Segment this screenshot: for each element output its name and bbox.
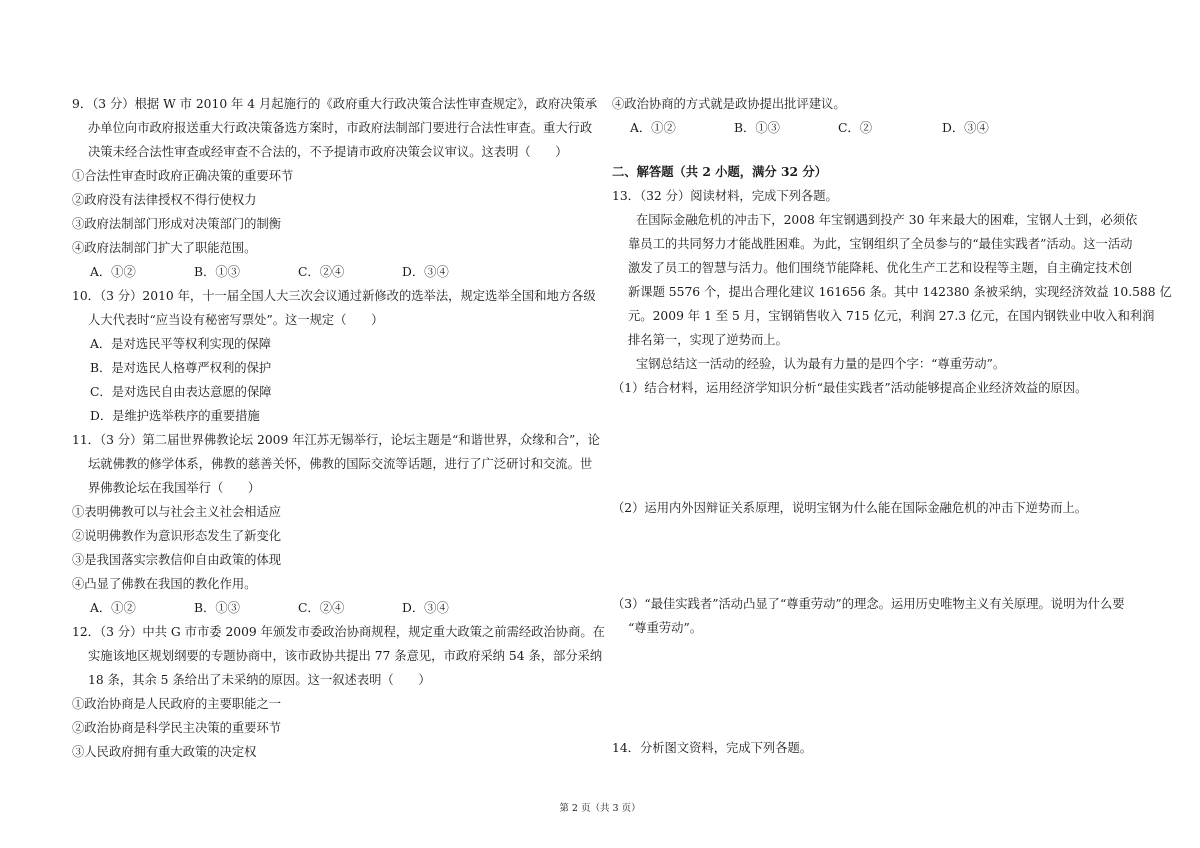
statement-item: ④政治协商的方式就是政协提出批评建议。 xyxy=(612,97,846,111)
question-stem-line: 11．（3 分）第二届世界佛教论坛 2009 年江苏无锡举行，论坛主题是“和谐世界，众缘和合”，论 xyxy=(72,433,600,447)
sub-question-3: （3）“最佳实践者”活动凸显了“尊重劳动”的理念。运用历史唯物主义有关原理。说明为什么要 xyxy=(612,597,1125,611)
material-line: 新课题 5576 个，提出合理化建议 161656 条。其中 142380 条被采纳，实现经济效益 10.588 亿 xyxy=(628,285,1172,299)
option-d: D．③④ xyxy=(402,601,449,615)
spacer xyxy=(612,140,1137,160)
question-stem-line: 人大代表时“应当设有秘密写票处”。这一规定（ ） xyxy=(88,313,384,327)
question-stem-line: 10．（3 分）2010 年，十一届全国人大三次会议通过新修改的选举法，规定选举全国和地方各级 xyxy=(72,289,596,303)
statement-item: ②政治协商是科学民主决策的重要环节 xyxy=(72,721,282,735)
statement-item: ③政府法制部门形成对决策部门的制衡 xyxy=(72,217,282,231)
question-stem-line: 坛就佛教的修学体系，佛教的慈善关怀，佛教的国际交流等话题，进行了广泛研讨和交流。世 xyxy=(88,457,593,471)
sub-question-2: （2）运用内外因辩证关系原理，说明宝钢为什么能在国际金融危机的冲击下逆势而上。 xyxy=(612,501,1088,515)
section-title: 二、解答题（共 2 小题，满分 32 分） xyxy=(612,164,827,179)
question-header: 13．（32 分）阅读材料，完成下列各题。 xyxy=(612,189,838,203)
right-column xyxy=(612,92,1172,760)
material-summary: 宝钢总结这一活动的经验，认为最有力量的是四个字：“尊重劳动”。 xyxy=(636,357,1006,371)
option-a: A．①② xyxy=(90,601,136,615)
material-line: 元。2009 年 1 至 5 月，宝钢销售收入 715 亿元，利润 27.3 亿元，在国内钢铁业中收入和利润 xyxy=(628,309,1155,323)
material-line: 靠员工的共同努力才能战胜困难。为此，宝钢组织了全员参与的“最佳实践者”活动。这一活动 xyxy=(628,237,1133,251)
question-stem-line: 界佛教论坛在我国举行（ ） xyxy=(88,481,261,495)
question-11 xyxy=(72,428,600,620)
question-header: 14．分析图文资料，完成下列各题。 xyxy=(612,741,813,755)
option-c: C．②④ xyxy=(298,601,345,615)
question-12-continued xyxy=(612,92,1137,140)
material-line: 在国际金融危机的冲击下，2008 年宝钢遇到投产 30 年来最大的困难，宝钢人士到，必须依 xyxy=(636,213,1138,227)
option-d: D．是维护选举秩序的重要措施 xyxy=(90,409,260,423)
answer-options xyxy=(72,260,592,284)
question-stem-line: 办单位向市政府报送重大行政决策备选方案时，市政府法制部门要进行合法性审查。重大行政 xyxy=(88,121,593,135)
answer-options xyxy=(612,116,1137,140)
material-line: 激发了员工的智慧与活力。他们围绕节能降耗、优化生产工艺和设程等主题，自主确定技术创 xyxy=(628,261,1133,275)
question-stem-line: 12．（3 分）中共 G 市市委 2009 年颁发市委政治协商规程，规定重大政策之前需经政治协商。在 xyxy=(72,625,605,639)
statement-item: ④政府法制部门扩大了职能范围。 xyxy=(72,241,257,255)
statement-item: ④凸显了佛教在我国的教化作用。 xyxy=(72,577,257,591)
option-a: A．①② xyxy=(630,121,676,135)
option-d: D．③④ xyxy=(402,265,449,279)
statement-item: ①表明佛教可以与社会主义社会相适应 xyxy=(72,505,282,519)
option-b: B．①③ xyxy=(194,265,240,279)
question-stem-line: 9．（3 分）根据 W 市 2010 年 4 月起施行的《政府重大行政决策合法性审查规定》，政府决策承 xyxy=(72,97,598,111)
option-c: C．② xyxy=(838,121,873,135)
option-b: B．是对选民人格尊严权利的保护 xyxy=(90,361,272,375)
left-column xyxy=(72,92,605,764)
question-stem-line: 实施该地区规划纲要的专题协商中，该市政协共提出 77 条意见，市政府采纳 54 条，部分采纳 xyxy=(88,649,603,663)
question-12 xyxy=(72,620,605,764)
question-13 xyxy=(612,184,1172,736)
statement-item: ③人民政府拥有重大政策的决定权 xyxy=(72,745,257,759)
sub-question-3-cont: “尊重劳动”。 xyxy=(628,621,703,635)
option-b: B．①③ xyxy=(194,601,240,615)
option-a: A．①② xyxy=(90,265,136,279)
option-c: C．②④ xyxy=(298,265,345,279)
statement-item: ③是我国落实宗教信仰自由政策的体现 xyxy=(72,553,282,567)
answer-space xyxy=(612,520,1137,592)
statement-item: ②政府没有法律授权不得行使权力 xyxy=(72,193,257,207)
answer-space xyxy=(612,640,1137,736)
sub-question-1: （1）结合材料，运用经济学知识分析“最佳实践者”活动能够提高企业经济效益的原因。 xyxy=(612,381,1088,395)
question-14 xyxy=(612,736,1137,760)
material-line: 排名第一，实现了逆势而上。 xyxy=(628,333,788,347)
question-stem-line: 18 条，其余 5 条给出了未采纳的原因。这一叙述表明（ ） xyxy=(88,673,431,687)
question-10 xyxy=(72,284,596,428)
option-b: B．①③ xyxy=(734,121,780,135)
option-c: C．是对选民自由表达意愿的保障 xyxy=(90,385,272,399)
answer-space xyxy=(612,400,1137,496)
option-a: A．是对选民平等权利实现的保障 xyxy=(90,337,272,351)
option-d: D．③④ xyxy=(942,121,989,135)
statement-item: ②说明佛教作为意识形态发生了新变化 xyxy=(72,529,282,543)
question-9 xyxy=(72,92,598,284)
statement-item: ①合法性审查时政府正确决策的重要环节 xyxy=(72,169,294,183)
question-stem-line: 决策未经合法性审查或经审查不合法的，不予提请市政府决策会议审议。这表明（ ） xyxy=(88,145,568,159)
answer-options xyxy=(72,596,592,620)
page-footer: 第 2 页（共 3 页） xyxy=(559,803,641,814)
statement-item: ①政治协商是人民政府的主要职能之一 xyxy=(72,697,282,711)
